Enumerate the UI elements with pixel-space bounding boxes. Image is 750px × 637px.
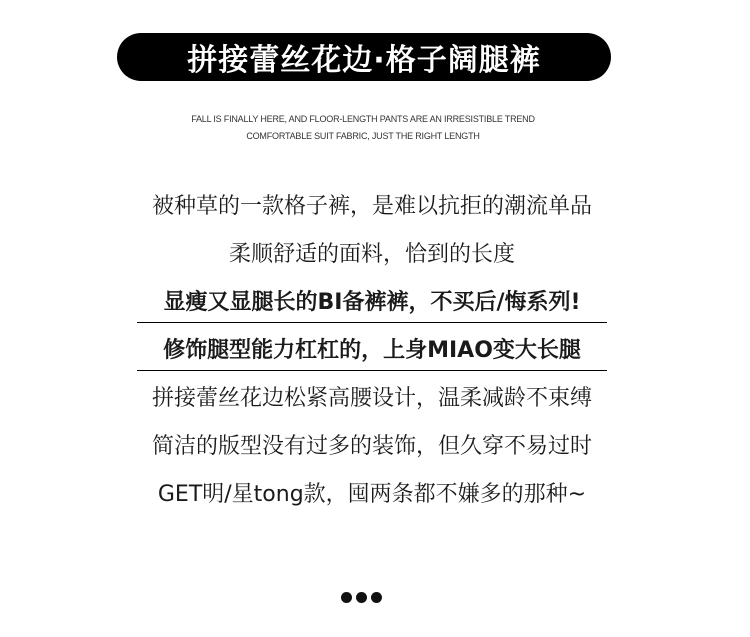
title-banner xyxy=(117,33,611,81)
ellipsis-dots-icon xyxy=(341,592,382,603)
description-line: 被种草的一款格子裤，是难以抗拒的潮流单品 xyxy=(151,194,592,219)
dot xyxy=(356,592,367,603)
highlight-line: 修饰腿型能力杠杠的，上身MIAO变大长腿 xyxy=(163,338,581,363)
dot xyxy=(371,592,382,603)
divider-line xyxy=(137,322,607,323)
english-subtitle-line-2: COMFORTABLE SUIT FABRIC, JUST THE RIGHT LENGTH xyxy=(246,131,480,141)
description-line: 简洁的版型没有过多的装饰，但久穿不易过时 xyxy=(151,434,592,459)
description-line: 拼接蕾丝花边松紧高腰设计，温柔减龄不束缚 xyxy=(151,386,592,411)
dot xyxy=(341,592,352,603)
english-subtitle-line-1: FALL IS FINALLY HERE, AND FLOOR-LENGTH PANTS ARE AN IRRESISTIBLE TREND xyxy=(191,114,535,124)
divider-line xyxy=(137,370,607,371)
page-title: 拼接蕾丝花边·格子阔腿裤 xyxy=(187,43,541,78)
highlight-line: 显瘦又显腿长的BI备裤裤，不买后/悔系列! xyxy=(163,290,581,315)
description-line: 柔顺舒适的面料，恰到的长度 xyxy=(228,242,515,267)
description-line: GET明/星tong款，囤两条都不嫌多的那种~ xyxy=(157,482,587,507)
